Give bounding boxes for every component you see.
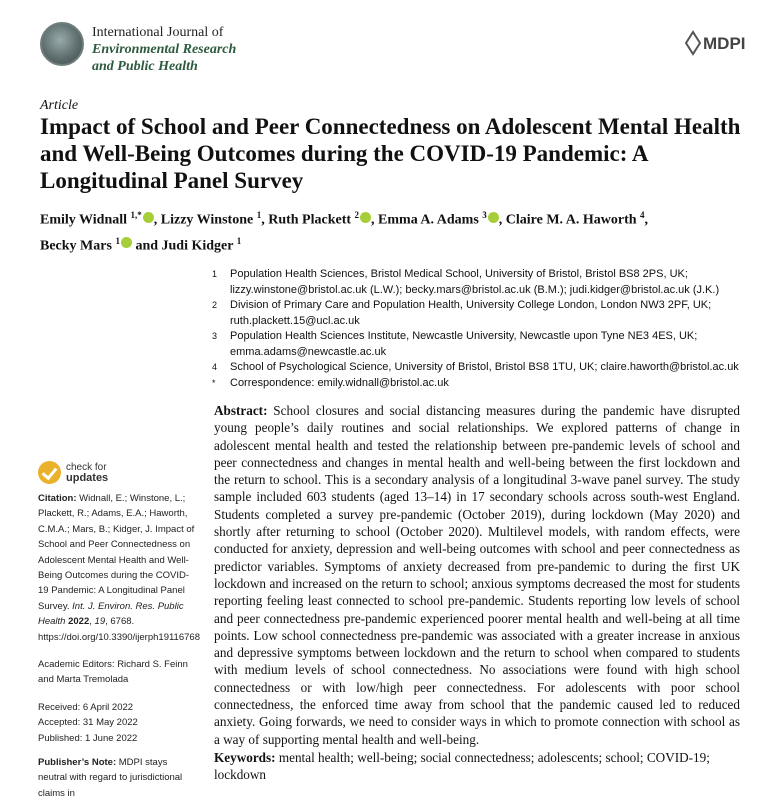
author-name: Emily Widnall (40, 212, 128, 228)
author-name: Claire M. A. Haworth (505, 212, 637, 228)
author-name: Ruth Plackett (268, 212, 352, 228)
citation-volume: 19 (94, 616, 106, 628)
abstract-label: Abstract: (214, 403, 268, 418)
check-updates-line2: updates (66, 471, 109, 484)
affiliation-text: Correspondence: emily.widnall@bristol.ac.uk (230, 376, 449, 389)
orcid-icon[interactable] (488, 212, 499, 223)
mdpi-logo (683, 28, 759, 58)
author-name: Emma A. Adams (378, 212, 479, 228)
keywords (214, 749, 754, 783)
orcid-icon[interactable] (360, 212, 371, 223)
academic-editors: Academic Editors: Richard S. Feinn and Marta Tremolada (38, 659, 188, 686)
publication-dates (38, 700, 196, 746)
author-affiliation-mark: 2 (354, 210, 360, 220)
affiliations (212, 267, 752, 391)
orcid-icon[interactable] (121, 237, 132, 248)
author-separator: , (644, 212, 649, 228)
affiliation-text: Population Health Sciences, Bristol Medical School, University of Bristol, Bristol BS8 2PS, UK; lizzy.winstone@bristol.ac.uk (L.W.); becky.mars@bristol.ac.uk (B.M.); judi.kidger@bristol.ac.uk (J.K.) (230, 268, 720, 296)
publisher-note-text: MDPI stays neutral with regard to jurisdictional claims in (38, 757, 183, 799)
citation-year: 2022 (68, 616, 90, 628)
author-separator: , (153, 212, 161, 228)
abstract (214, 402, 740, 748)
journal-seal-logo (40, 22, 84, 66)
affiliation-mark: 3 (212, 331, 218, 341)
affiliation-item (212, 298, 752, 329)
author-affiliation-mark: 4 (640, 210, 645, 220)
check-for-updates-icon (38, 461, 61, 484)
author-separator: and (131, 238, 162, 254)
orcid-icon[interactable] (143, 212, 154, 223)
affiliation-mark: 1 (212, 269, 218, 279)
article-type: Article (40, 98, 79, 113)
citation-text: Widnall, E.; Winstone, L.; Plackett, R.; Adams, E.A.; Haworth, C.M.A.; Mars, B.; Kidger, J. Impact of School and Peer Connectedness on Adolescent Mental Health and Well-Being Outcomes during the COVID-19 Pandemic: A Longitudinal Panel Survey. (38, 493, 195, 612)
author-name: Becky Mars (40, 238, 112, 254)
journal-name-line3: and Public Health (92, 59, 198, 74)
citation-pages: , 6768. (105, 616, 135, 628)
citation-block: Citation: Widnall, E.; Winstone, L.; Plackett, R.; Adams, E.A.; Haworth, C.M.A.; Mars, B.; Kidger, J. Impact of School and Peer Connectedness on Adolescent Mental Health and Well-Being Outcomes during the COVID-19 Pandemic: A Longitudinal Panel Survey. Int. J. Environ. Res. Public Health 2022, 19, 6768. https://doi.org/10.3390/ijerph19116768 (38, 493, 200, 643)
author-affiliation-mark: 1,* (130, 210, 142, 220)
citation-label: Citation: (38, 493, 77, 504)
keywords-label: Keywords: (214, 750, 276, 765)
mdpi-logo-text: MDPI (703, 34, 746, 53)
publisher-note-label: Publisher’s Note: (38, 757, 117, 768)
citation-doi-link[interactable]: https://doi.org/10.3390/ijerph19116768 (38, 631, 200, 643)
affiliation-mark: 2 (212, 300, 218, 310)
affiliation-text: School of Psychological Science, University of Bristol, Bristol BS8 1TU, UK; claire.haworth@bristol.ac.uk (230, 361, 739, 373)
author-list (40, 205, 760, 256)
check-updates-line1: check for (66, 461, 107, 473)
author-name: Lizzy Winstone (160, 212, 254, 228)
publisher-note (38, 755, 196, 801)
author-name: Judi Kidger (161, 238, 234, 254)
author-affiliation-mark: 3 (482, 210, 487, 220)
author-affiliation-mark: 1 (236, 235, 242, 246)
date-received: Received: 6 April 2022 (38, 702, 134, 713)
author-separator: , (498, 212, 506, 228)
affiliation-item (212, 267, 752, 298)
abstract-text: School closures and social distancing measures during the pandemic have disrupted young people’s daily routines and social relationships. We explored patterns of change in adolescent mental health and tested the relationship between pre-pandemic levels of school and peer connectedness and changes in mental health and well-being between the first lockdown and the return to school. This is a secondary analysis of a longitudinal 3-wave panel survey. The study sample included 603 students (aged 13–14) in 17 secondary schools across south-west England. Students completed a survey pre-pandemic (October 2019), during lockdown (May 2020) and shortly after returning to school (October 2020). Multilevel models, with random effects, were conducted for anxiety, depression and well-being outcomes with school and peer connectedness as predictor variables. Symptoms of anxiety decreased from pre-pandemic to during the first UK lockdown and increased on the return to school; anxious symptoms decreased the most for students reporting feeling least connected to school pre-pandemic. Students reporting low levels of school and peer connectedness pre-pandemic experienced poorer mental health and well-being at all time points. Low school connectedness pre-pandemic was associated with a greater increase in anxious and depressive symptoms between lockdown and the return to school when compared to students with medium levels of school connectedness. No associations were found with high school connectedness or with low/high peer connectedness. For adolescents with poor school connectedness, the enforced time away from school that the pandemic caused led to reduced anxiety. Going forwards, we need to consider ways in which to promote connection with school as a way of supporting mental health and well-being. (214, 403, 741, 747)
journal-name (92, 24, 236, 75)
affiliation-item (212, 376, 752, 392)
affiliation-item (212, 329, 752, 360)
article-title: Impact of School and Peer Connectedness on Adolescent Mental Health and Well-Being Outcomes during the COVID-19 Pandemic: A Longitudinal Panel Survey (40, 114, 741, 193)
journal-name-line1: International Journal of (92, 25, 224, 40)
affiliation-mark: * (212, 377, 216, 388)
affiliation-text: Division of Primary Care and Population Health, University College London, London NW3 2PF, UK; ruth.plackett.15@ucl.ac.uk (230, 299, 712, 327)
citation-journal: Int. J. Environ. Res. Public Health (38, 600, 184, 628)
date-accepted: Accepted: 31 May 2022 (38, 717, 138, 729)
author-separator: , (261, 212, 269, 228)
author-affiliation-mark: 1 (115, 235, 120, 246)
journal-name-line2: Environmental Research (92, 42, 237, 57)
author-separator: , (371, 212, 379, 228)
affiliation-text: Population Health Sciences Institute, Newcastle University, Newcastle upon Tyne NE3 4ES, UK; emma.adams@newcastle.ac.uk (230, 330, 698, 358)
keywords-text: mental health; well-being; social connectedness; adolescents; school; COVID-19; lockdown (214, 750, 710, 782)
affiliation-item (212, 360, 752, 376)
date-published: Published: 1 June 2022 (38, 732, 138, 744)
affiliation-mark: 4 (212, 362, 218, 372)
check-for-updates-badge[interactable] (38, 461, 108, 484)
author-affiliation-mark: 1 (256, 210, 262, 220)
